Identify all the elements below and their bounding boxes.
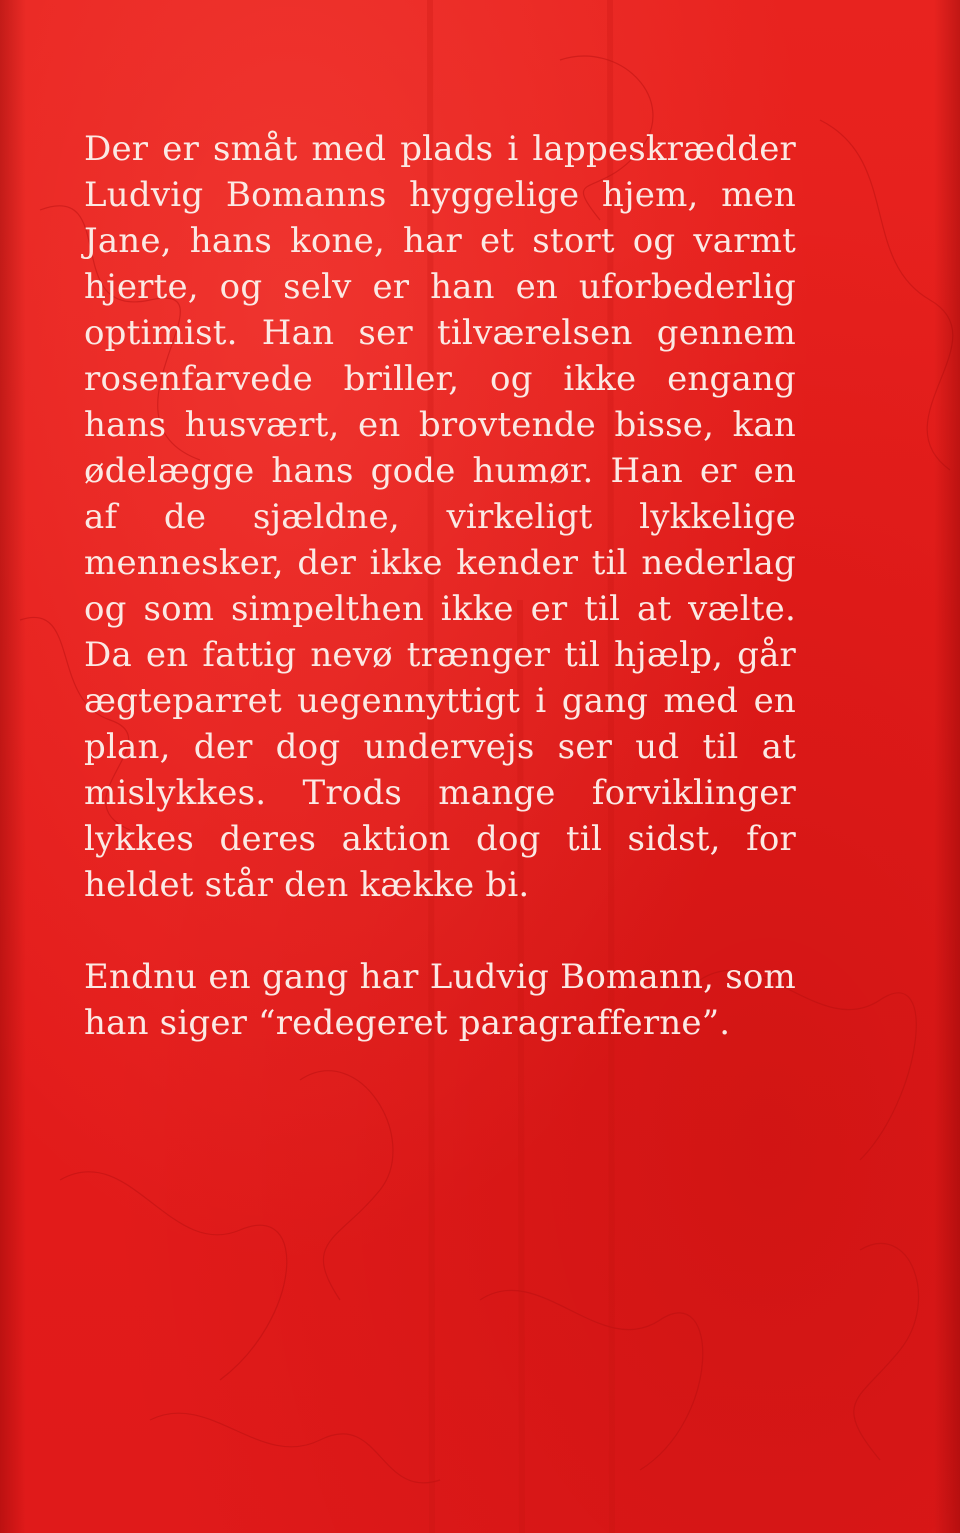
left-edge-shadow [0,0,26,1533]
blurb-text [84,126,796,1046]
blurb-paragraph-2: Endnu en gang har Ludvig Bomann, som han siger “redegeret paragrafferne”. [84,957,796,1043]
right-edge-shadow [934,0,960,1533]
blurb-paragraph-1: Der er småt med plads i lappeskrædder Ludvig Bomanns hyggelige hjem, men Jane, hans kone, har et stort og varmt hjerte, og selv er han en uforbederlig optimist. Han ser tilværelsen gennem rosenfarvede briller, og ikke engang hans husvært, en brovtende bisse, kan ødelægge hans gode humør. Han er en af de sjældne, virkeligt lykkelige mennesker, der ikke kender til nederlag og som simpelthen ikke er til at vælte. Da en fattig nevø trænger til hjælp, går ægteparret uegennyttigt i gang med en plan, der dog undervejs ser ud til at mislykkes. Trods mange forviklinger lykkes deres aktion dog til sidst, for heldet står den kække bi. [84,129,796,905]
